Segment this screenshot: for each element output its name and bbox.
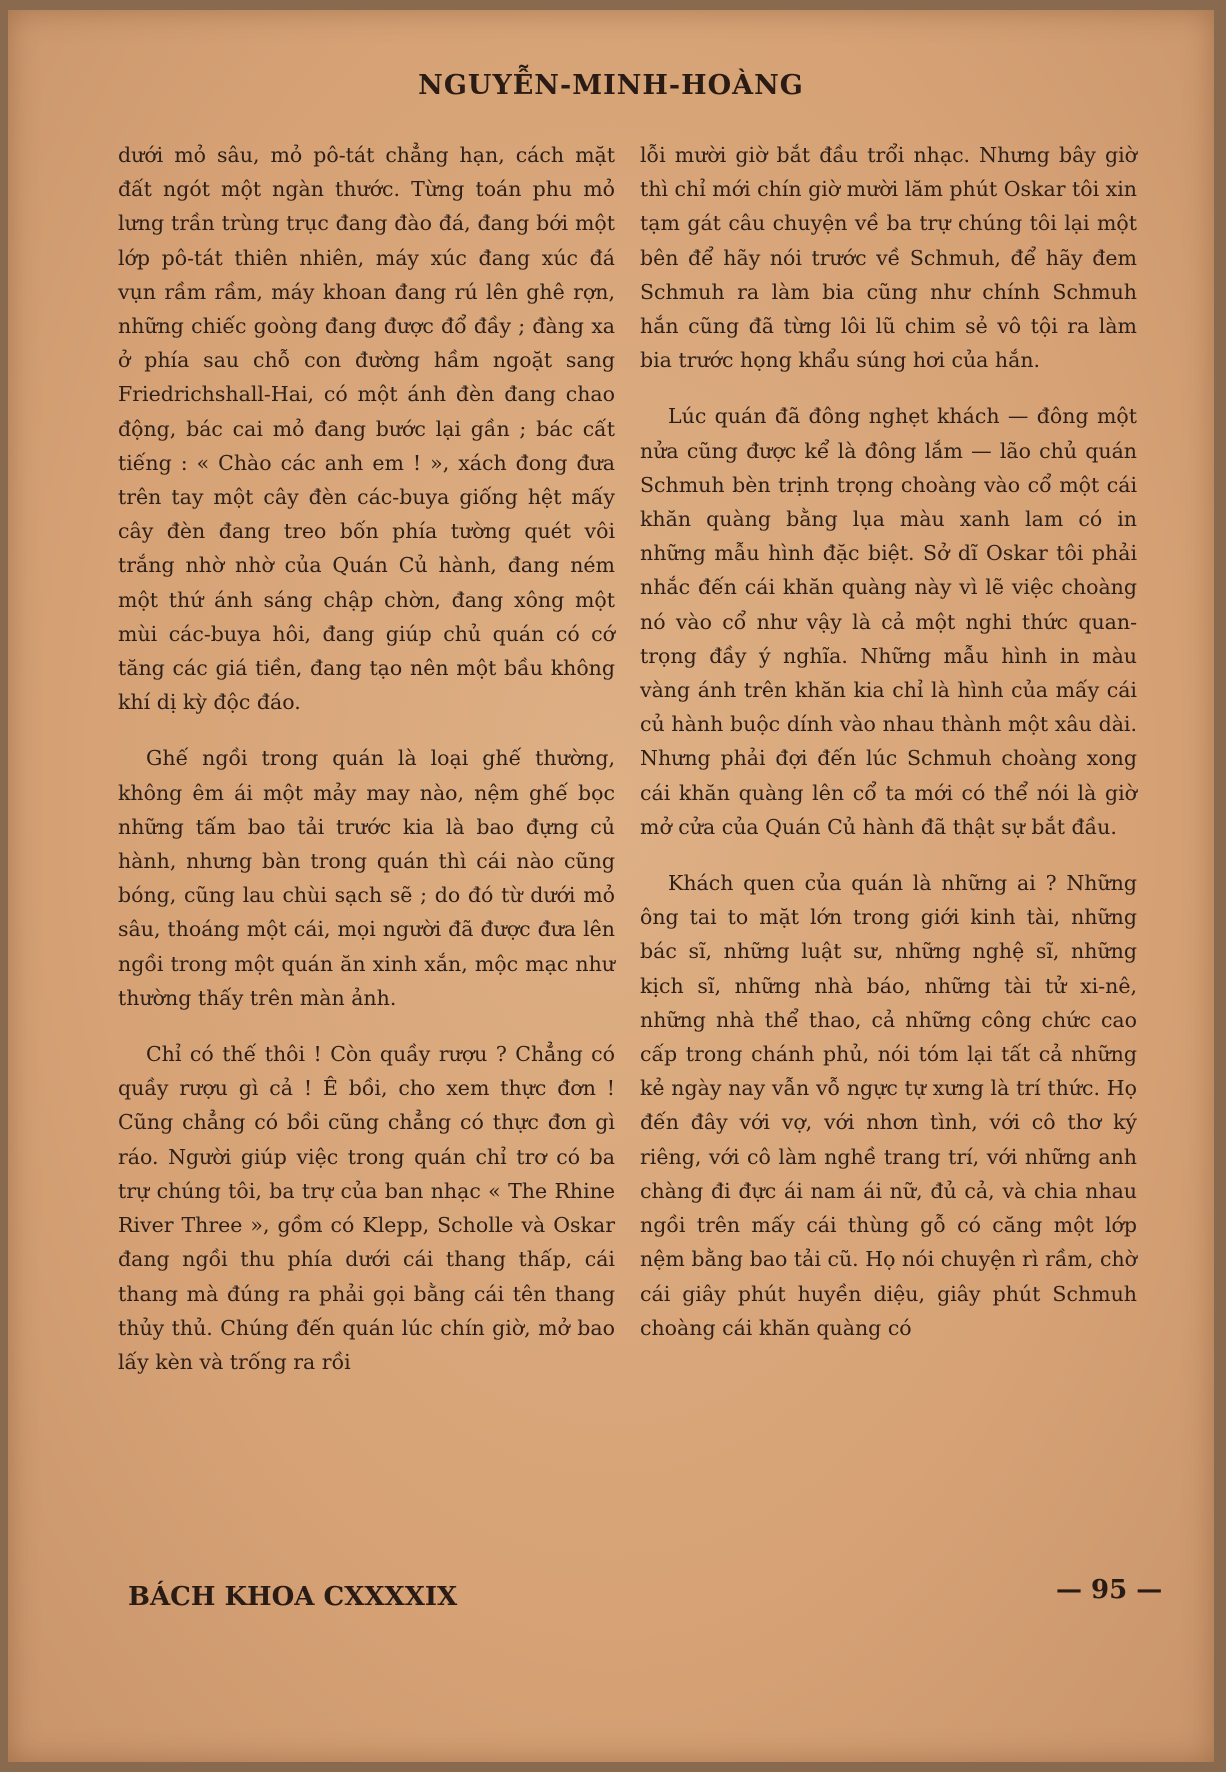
magazine-footer: BÁCH KHOA CXXXXIX xyxy=(128,1582,458,1612)
right-paragraph-2: Lúc quán đã đông nghẹt khách — đông một nửa cũng được kể là đông lắm — lão chủ quán Schmuh bèn trịnh trọng choàng vào cổ một cái khăn quàng bằng lụa màu xanh lam có in những mẫu hình đặc biệt. Sở dĩ Oskar tôi phải nhắc đến cái khăn quàng này vì lẽ việc choàng nó vào cổ như vậy là cả một nghi thức quan-trọng đầy ý nghĩa. Những mẫu hình in màu vàng ánh trên khăn kia chỉ là hình của mấy cái củ hành buộc dính vào nhau thành một xâu dài. Nhưng phải đợi đến lúc Schmuh choàng xong cái khăn quàng lên cổ ta mới có thể nói là giờ mở cửa của Quán Củ hành đã thật sự bắt đầu. xyxy=(640,404,1137,839)
left-column xyxy=(118,138,615,1401)
left-paragraph-2: Ghế ngồi trong quán là loại ghế thường, không êm ái một mảy may nào, nệm ghế bọc những tấm bao tải trước kia là bao đựng củ hành, nhưng bàn trong quán thì cái nào cũng bóng, cũng lau chùi sạch sẽ ; do đó từ dưới mỏ sâu, thoáng một cái, mọi người đã được đưa lên ngồi trong một quán ăn xinh xắn, mộc mạc như thường thấy trên màn ảnh. xyxy=(118,746,615,1010)
right-paragraph-3: Khách quen của quán là những ai ? Những ông tai to mặt lớn trong giới kinh tài, những bác sĩ, những luật sư, những nghệ sĩ, những kịch sĩ, những nhà báo, những tài tử xi-nê, những nhà thể thao, cả những công chức cao cấp trong chánh phủ, nói tóm lại tất cả những kẻ ngày nay vẫn vỗ ngực tự xưng là trí thức. Họ đến đây với vợ, với nhơn tình, với cô thơ ký riêng, với cô làm nghề trang trí, với những anh chàng đi đực ái nam ái nữ, đủ cả, và chia nhau ngồi trên mấy cái thùng gỗ có căng một lớp nệm bằng bao tải cũ. Họ nói chuyện rì rầm, chờ cái giây phút huyền diệu, giây phút Schmuh choàng cái khăn quàng có xyxy=(640,871,1137,1340)
right-column xyxy=(640,138,1137,1367)
page-header-author: NGUYỄN-MINH-HOÀNG xyxy=(418,70,804,101)
right-paragraph-1: lỗi mười giờ bắt đầu trổi nhạc. Nhưng bây giờ thì chỉ mới chín giờ mười lăm phút Oskar tôi xin tạm gát câu chuyện về ba trự chúng tôi lại một bên để hãy nói trước về Schmuh, để hãy đem Schmuh ra làm bia cũng như chính Schmuh hắn cũng đã từng lôi lũ chim sẻ vô tội ra làm bia trước họng khẩu súng hơi của hắn. xyxy=(640,143,1137,373)
left-paragraph-1: dưới mỏ sâu, mỏ pô-tát chẳng hạn, cách mặt đất ngót một ngàn thước. Từng toán phu mỏ lưng trần trùng trục đang đào đá, đang bới một lớp pô-tát thiên nhiên, máy xúc đang xúc đá vụn rầm rầm, máy khoan đang rú lên ghê rợn, những chiếc goòng đang được đổ đầy ; đàng xa ở phía sau chỗ con đường hầm ngoặt sang Friedrichshall-Hai, có một ánh đèn đang chao động, bác cai mỏ đang bước lại gần ; bác cất tiếng : « Chào các anh em ! », xách đong đưa trên tay một cây đèn các-buya giống hệt mấy cây đèn đang treo bốn phía tường quét vôi trắng nhờ nhờ của Quán Củ hành, đang ném một thứ ánh sáng chập chờn, đang xông một mùi các-buya hôi, đang giúp chủ quán có cớ tăng các giá tiền, đang tạo nên một bầu không khí dị kỳ độc đáo. xyxy=(118,143,615,715)
book-page xyxy=(8,10,1214,1762)
page-number: — 95 — xyxy=(1056,1575,1163,1605)
left-paragraph-3: Chỉ có thế thôi ! Còn quầy rượu ? Chẳng có quầy rượu gì cả ! Ê bồi, cho xem thực đơn ! Cũng chẳng có bồi cũng chẳng có thực đơn gì ráo. Người giúp việc trong quán chỉ trơ có ba trự chúng tôi, ba trự của ban nhạc « The Rhine River Three », gồm có Klepp, Scholle và Oskar đang ngồi thu phía dưới cái thang thấp, cái thang mà đúng ra phải gọi bằng cái tên thang thủy thủ. Chúng đến quán lúc chín giờ, mở bao lấy kèn và trống ra rồi xyxy=(118,1042,615,1374)
